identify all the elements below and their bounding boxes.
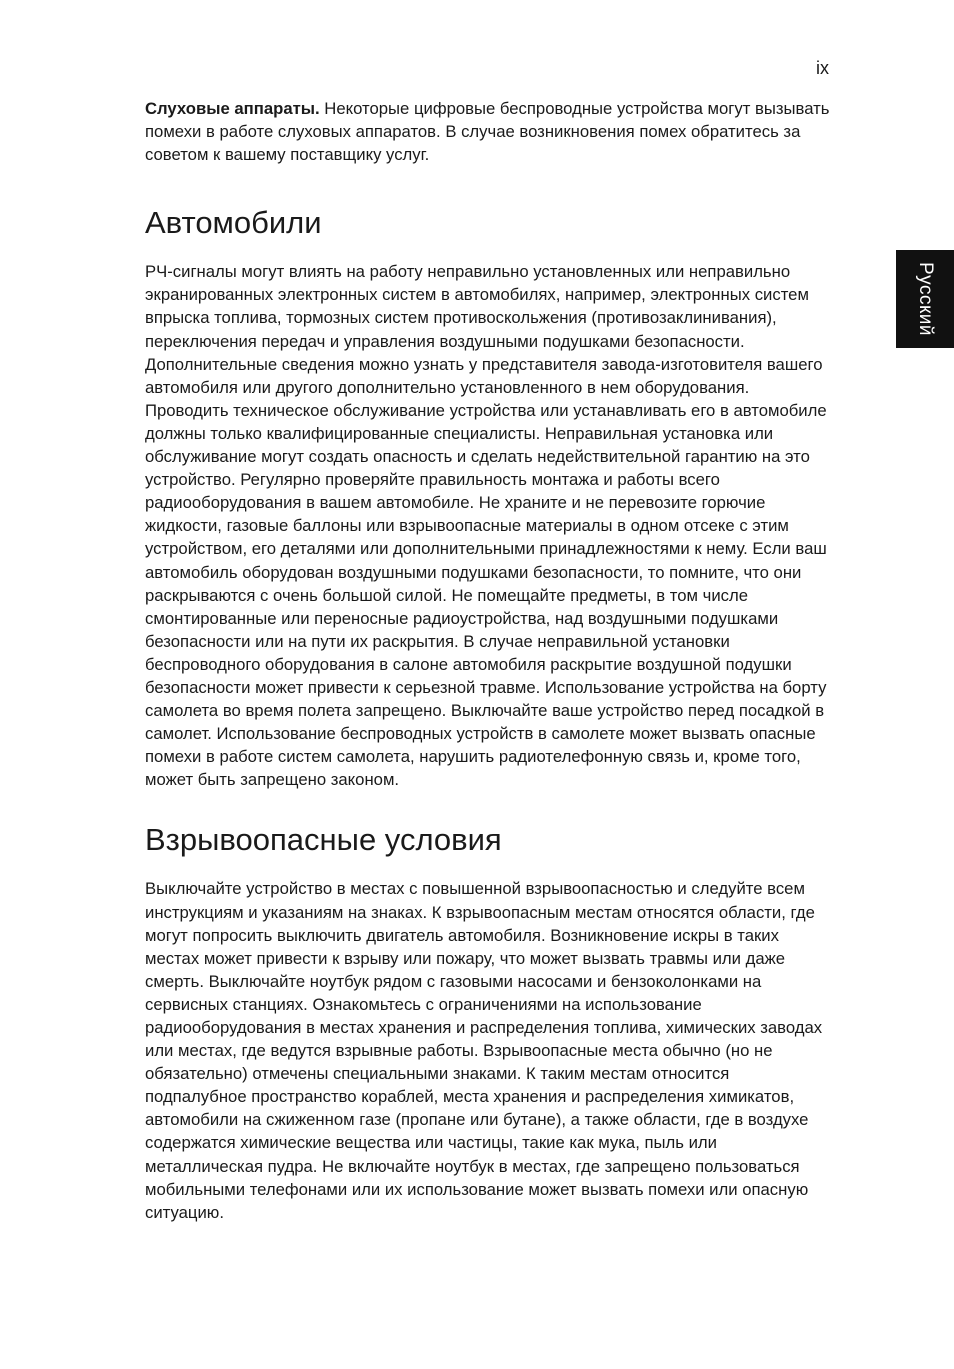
vehicles-paragraph: РЧ-сигналы могут влиять на работу неправильно установленных или неправильно экранированных электронных систем в автомобилях, например, электронных систем впрыска топлива, тормозных систем противоскольжения (противозаклинивания), переключения передач и управления воздушными подушками безопасности. Дополнительные сведения можно узнать у представителя завода-изготовителя вашего автомобиля или другого дополнительно установленного в нем оборудования. Проводить техническое обслуживание устройства или устанавливать его в автомобиле должны только квалифицированные специалисты. Неправильная установка или обслуживание могут создать опасность и сделать недействительной гарантию на это устройство. Регулярно проверяйте правильность монтажа и работы всего радиооборудования в вашем автомобиле. Не храните и не перевозите горючие жидкости, газовые баллоны или взрывоопасные материалы в одном отсеке с этим устройством, его деталями или дополнительными принадлежностями к нему. Если ваш автомобиль оборудован воздушными подушками безопасности, то помните, что они раскрываются с очень большой силой. Не помещайте предметы, в том числе смонтированные или переносные радиоустройства, над воздушными подушками безопасности или на пути их раскрытия. В случае неправильной установки беспроводного оборудования в салоне автомобиля раскрытие воздушной подушки безопасности может привести к серьезной травме. Использование устройства на борту самолета во время полета запрещено. Выключайте ваше устройство перед посадкой в самолет. Использование беспроводных устройств в самолете может вызвать опасные помехи в работе систем самолета, нарушить радиотелефонную связь и, кроме того, может быть запрещено законом. [145, 262, 827, 790]
language-tab-label: Русский [915, 262, 936, 336]
explosive-paragraph: Выключайте устройство в местах с повышенной взрывоопасностью и следуйте всем инструкциям и указаниям на знаках. К взрывоопасным местам относятся области, где могут попросить выключить двигатель автомобиля. Возникновение искры в таких местах может привести к взрыву или пожару, что может вызвать травмы или даже смерть. Выключайте ноутбук рядом с газовыми насосами и бензоколонками на сервисных станциях. Ознакомьтесь с ограничениями на использование радиооборудования в местах хранения и распределения топлива, химических заводах или местах, где ведутся взрывные работы. Взрывоопасные места обычно (но не обязательно) отмечены специальными знаками. К таким местам относится подпалубное пространство кораблей, места хранения и распределения химикатов, автомобили на сжиженном газе (пропане или бутане), а также области, где в воздухе содержатся химические вещества или частицы, такие как мука, пыль или металлическая пудра. Не включайте ноутбук в местах, где запрещено пользоваться мобильными телефонами или их использование может вызвать помехи или опасную ситуацию. [145, 879, 823, 1222]
explosive-heading: Взрывоопасные условия [145, 822, 502, 858]
hearing-aids-text: Некоторые цифровые беспроводные устройства могут вызывать помехи в работе слуховых аппаратов. В случае возникновения помех обратитесь за советом к вашему поставщику услуг. [145, 99, 830, 165]
vehicles-heading: Автомобили [145, 205, 322, 241]
hearing-aids-lead: Слуховые аппараты. [145, 99, 320, 118]
page-content [145, 97, 835, 1224]
hearing-aids-paragraph [145, 97, 835, 166]
language-tab [896, 250, 954, 348]
page-number: ix [816, 58, 829, 78]
